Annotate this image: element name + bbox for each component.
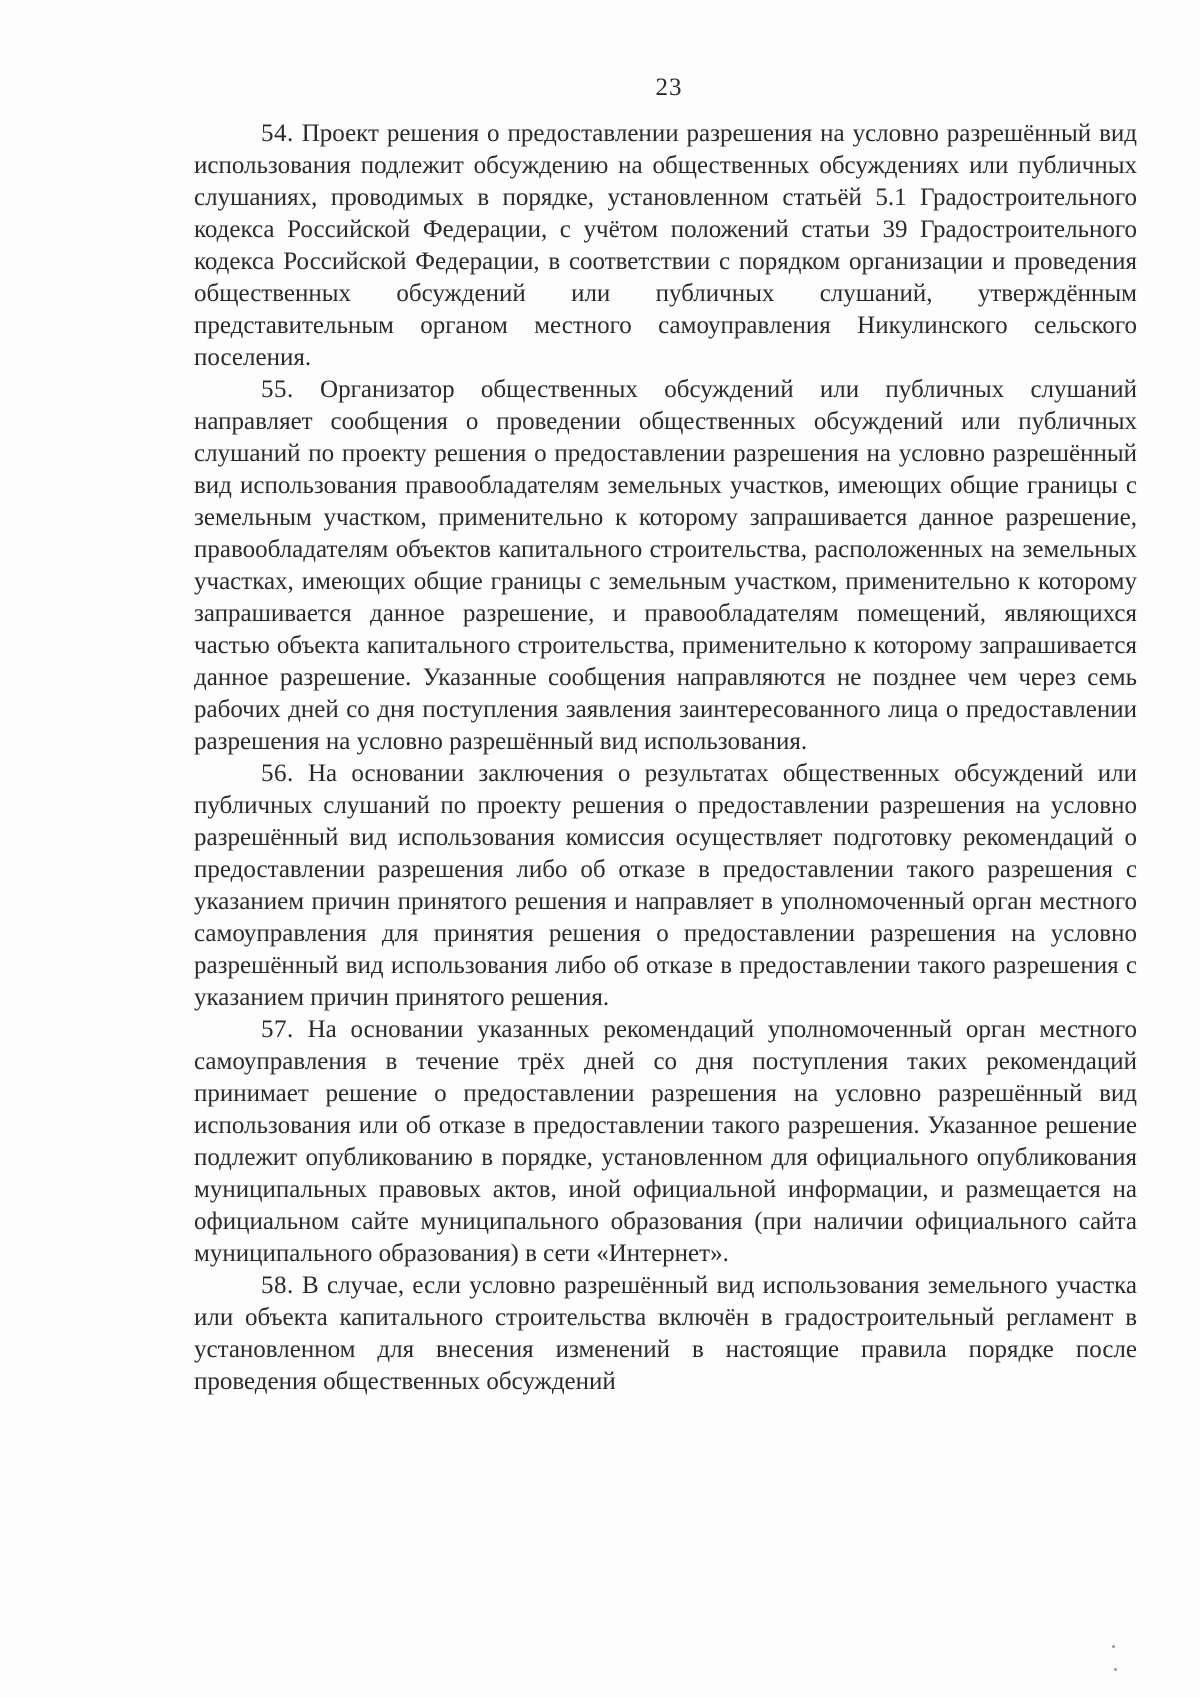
- document-body: [194, 118, 1137, 1398]
- paragraph-number: 54.: [261, 120, 294, 147]
- paragraph-57: [194, 1014, 1137, 1270]
- page-number: 23: [655, 74, 683, 101]
- paragraph-number: 56.: [261, 760, 294, 787]
- scan-speck: [1112, 1645, 1115, 1648]
- paragraph-number: 57.: [261, 1016, 294, 1043]
- paragraph-56: [194, 758, 1137, 1014]
- paragraph-text: Организатор общественных обсуждений или публичных слушаний направляет сообщения о проведении общественных обсуждений или публичных слушаний по проекту решения о предоставлении разрешения на условно разрешённый вид использования правообладателям земельных участков, имеющих общие границы с земельным участком, применительно к которому запрашивается данное разрешение, правообладателям объектов капитального строительства, расположенных на земельных участках, имеющих общие границы с земельным участком, применительно к которому запрашивается данное разрешение, и правообладателям помещений, являющихся частью объекта капитального строительства, применительно к которому запрашивается данное разрешение. Указанные сообщения направляются не позднее чем через семь рабочих дней со дня поступления заявления заинтересованного лица о предоставлении разрешения на условно разрешённый вид использования.: [194, 376, 1138, 755]
- paragraph-text: В случае, если условно разрешённый вид использования земельного участка или объекта капитального строительства включён в градостроительный регламент в установленном для внесения изменений в настоящие правила порядке после проведения общественных обсуждений: [194, 1272, 1137, 1395]
- scan-speck: [1114, 1668, 1117, 1671]
- paragraph-number: 55.: [261, 376, 294, 403]
- paragraph-58: [194, 1270, 1137, 1398]
- paragraph-number: 58.: [261, 1272, 294, 1299]
- paragraph-54: [194, 118, 1137, 374]
- paragraph-text: На основании заключения о результатах общественных обсуждений или публичных слушаний по проекту решения о предоставлении разрешения на условно разрешённый вид использования комиссия осуществляет подготовку рекомендаций о предоставлении разрешения либо об отказе в предоставлении такого разрешения с указанием причин принятого решения и направляет в уполномоченный орган местного самоуправления для принятия решения о предоставлении разрешения на условно разрешённый вид использования либо об отказе в предоставлении такого разрешения с указанием причин принятого решения.: [194, 760, 1138, 1011]
- paragraph-text: На основании указанных рекомендаций уполномоченный орган местного самоуправления в течение трёх дней со дня поступления таких рекомендаций принимает решение о предоставлении разрешения на условно разрешённый вид использования или об отказе в предоставлении такого разрешения. Указанное решение подлежит опубликованию в порядке, установленном для официального опубликования муниципальных правовых актов, иной официальной информации, и размещается на официальном сайте муниципального образования (при наличии официального сайта муниципального образования) в сети «Интернет».: [194, 1016, 1137, 1267]
- paragraph-55: [194, 374, 1137, 758]
- paragraph-text: Проект решения о предоставлении разрешения на условно разрешённый вид использования подлежит обсуждению на общественных обсуждениях или публичных слушаниях, проводимых в порядке, установленном статьёй 5.1 Градостроительного кодекса Российской Федерации, с учётом положений статьи 39 Градостроительного кодекса Российской Федерации, в соответствии с порядком организации и проведения общественных обсуждений или публичных слушаний, утверждённым представительным органом местного самоуправления Никулинского сельского поселения.: [194, 120, 1138, 371]
